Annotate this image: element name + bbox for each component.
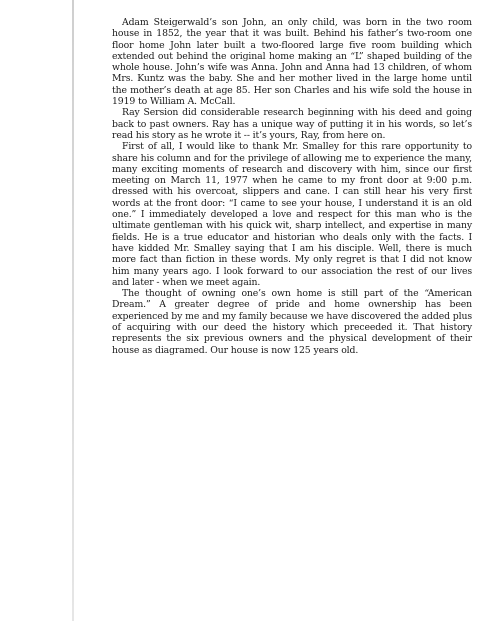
- article-column: [112, 17, 472, 356]
- paragraph-steigerwald-history: Adam Steigerwald’s son John, an only child, was born in the two room house in 1852, the year that it was built. Behind his father’s two-room one floor home John later built a two-floored large five room building which extended out behind the original home making an “L” shaped building of the whole house. John’s wife was Anna. John and Anna had 13 children, of whom Mrs. Kuntz was the baby. She and her mother lived in the large home until the mother’s death at age 85. Her son Charles and his wife sold the house in 1919 to William A. McCall.: [112, 17, 472, 108]
- paragraph-ray-research: Ray Sersion did considerable research beginning with his deed and going back to past owners. Ray has a unique way of putting it in his words, so let’s read his story as he wrote it -- it’s yours, Ray, from here on.: [112, 107, 472, 141]
- paragraph-american-dream: The thought of owning one’s own home is still part of the “American Dream.” A greater degree of pride and home ownership has been experienced by me and my family because we have discovered the added plus of acquiring with our deed the history which preceeded it. That history represents the six previous owners and the physical development of their house as diagramed. Our house is now 125 years old.: [112, 288, 472, 356]
- page-edge-shadow: [72, 0, 74, 621]
- paragraph-thanks-smalley: First of all, I would like to thank Mr. Smalley for this rare opportunity to share his column and for the privilege of allowing me to experience the many, many exciting moments of research and discovery with him, since our first meeting on March 11, 1977 when he came to my front door at 9:00 p.m. dressed with his overcoat, slippers and cane. I can still hear his very first words at the front door: “I came to see your house, I understand it is an old one.” I immediately developed a love and respect for this man who is the ultimate gentleman with his quick wit, sharp intellect, and expertise in many fields. He is a true educator and historian who deals only with the facts. I have kidded Mr. Smalley saying that I am his disciple. Well, there is much more fact than fiction in these words. My only regret is that I did not know him many years ago. I look forward to our association the rest of our lives and later - when we meet again.: [112, 141, 472, 288]
